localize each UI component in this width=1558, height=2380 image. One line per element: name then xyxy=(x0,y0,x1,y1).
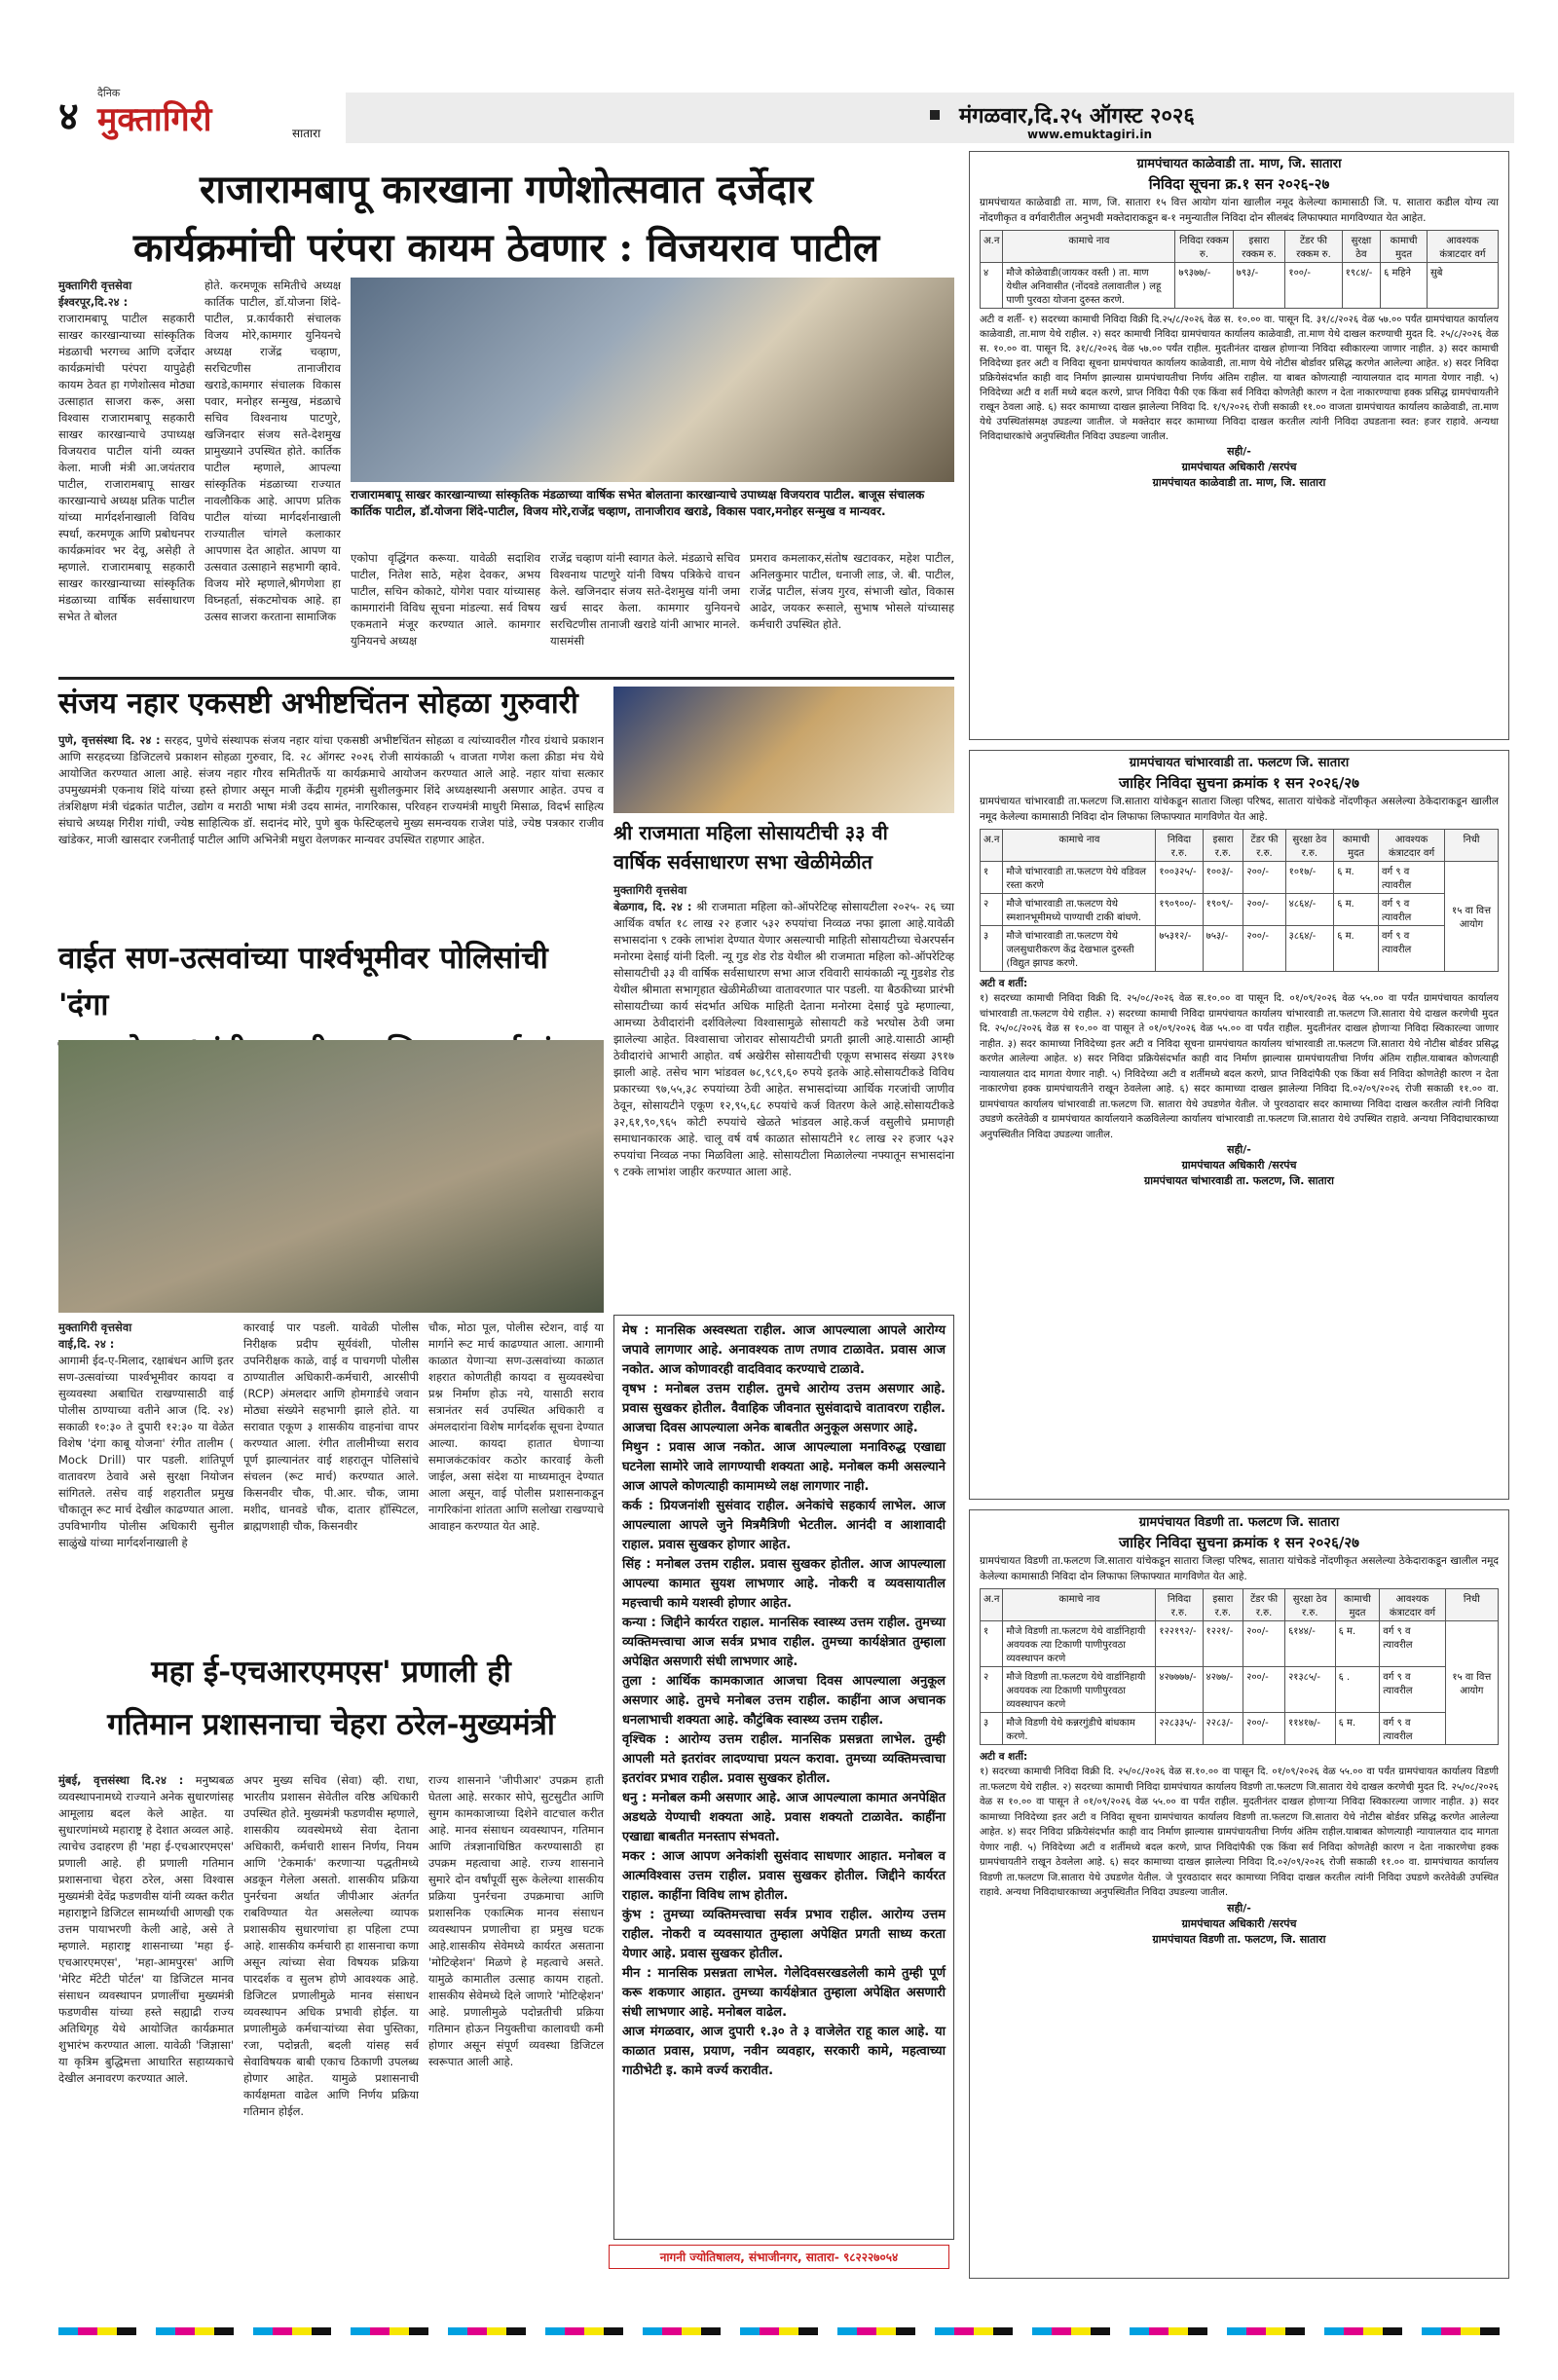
table-row xyxy=(981,1621,1499,1667)
tender1-col-5: सुरक्षा ठेव xyxy=(1342,231,1381,263)
header-bar xyxy=(346,93,1514,143)
tender2-office: ग्रामपंचायत चांभारवाडी ता. फलटण जि. सातारा xyxy=(1129,756,1350,770)
table-cell: ७५३१२/- xyxy=(1156,926,1203,972)
tender1-terms: अटी व शर्ती- १) सदरच्या कामाची निविदा विक्री दि.२५/८/२०२६ वेळ स. १०.०० वा. पासून दि. ३१/८/२०२६ वेळ ५७.०० पर्यंत ग्रामपंचायत कार्यालय काळेवाडी, ता.माण येथे राहील. २) सदर कामाची निविदा ग्रामपंचायत कार्यालय काळेवाडी, ता.माण येथे दाखल करण्याची मुदत दि. २५/८/२०२६ वेळ स. १०.०० वा. पासून दि. ३१/८/२०२६ वेळ ५७.०० पर्यंत राहील. मुदतीनंतर दाखल होणाऱ्या निविदा स्वीकारल्या जाणार नाहीत. ३) सदर कामाची निविदेच्या इतर अटी व निविदा सूचना ग्रामपंचायत कार्यालय काळेवाडी, ता.माण येथे नोटीस बोर्डावर प्रसिद्ध करणेत आलेल्या आहेत. ४) सदर निविदा प्रक्रियेसंदर्भात काही वाद निर्माण झाल्यास ग्रामपंचायतीचा निर्णय अंतिम राहील. या बाबत कोणत्याही न्यायालयात दाद मागता येणार नाही. ५) निविदेच्या अटी व शर्ती मध्ये बदल करणे, प्राप्त निविदा पैकी एक किंवा सर्व निविदा कोणतेही कारण न देता नाकारण्याचा हक्क प्रसिद्ध ग्रामपंचायतीने राखून ठेवला आहे. ६) सदर कामाच्या दाखल झालेल्या निविदा दि. १/९/२०२६ रोजी सकाळी ११.०० वाजता ग्रामपंचायत कार्यालय काळेवाडी, ता.माण येथे उपस्थितांसमक्ष उघडल्या जातील. जे मक्तेदार सदर कामाच्या निविदा दाखल करतील त्यांनी निविदा उघडताना स्वत: हजर राहावे. अन्यथा निविदाधारकांचे अनुपस्थितीत निविदा उघडल्या जातील. xyxy=(980,315,1499,442)
table-cell: ४२७७७७/- xyxy=(1156,1667,1203,1713)
lead-column-3 xyxy=(351,550,540,672)
tender3-signatory1: ग्रामपंचायत अधिकारी /सरपंच xyxy=(1181,1916,1297,1930)
table-cell: १००/- xyxy=(1285,263,1342,309)
tender2-terms: १) सदरच्या कामाची निविदा विक्री दि. २५/०८/२०२६ वेळ स.१०.०० वा पासून दि. ०१/०९/२०२६ वेळ ५५.०० वा पर्यंत ग्रामपंचायत कार्यालय चांभारवाडी ता.फलटण येथे राहील. २) सदरच्या कामाची निविदा ग्रामपंचायत कार्यालय चांभारवाडी ता.फलटण जि.सातारा येथे दाखल करणेची मुदत दि. २५/०८/२०२६ वेळ स १०.०० वा पासून ते ०१/०९/२०२६ वेळ ५५.०० वा पर्यंत राहील. मुदतीनंतर दाखल होणाऱ्या निविदा स्विकारल्या जाणार नाहीत. ३) सदर कामाच्या निविदेच्या इतर अटी व निविदा सूचना ग्रामपंचायत कार्यालय चांभारवाडी ता.फलटण जि.सातारा येथे नोटीस बोर्डवर प्रसिद्ध करणेत आलेल्या आहेत. ४) सदर निविदा प्रक्रियेसंदर्भात काही वाद निर्माण झाल्यास ग्रामपंचायतीचा निर्णय अंतिम राहील.याबाबत कोणत्याही न्यायालयात दाद मागता येणार नाही. ५) निविदेच्या अटी व शर्तीमध्ये बदल करणे, प्राप्त निविदांपैकी एक किंवा सर्व निविदा कोणतेही कारण न देता नाकारणेचा हक्क ग्रामपंचायतीने राखून ठेवलेला आहे. ६) सदर कामाच्या दाखल झालेल्या निविदा दि.०२/०९/२०२६ रोजी सकाळी ११.०० वा. ग्रामपंचायत कार्यालय चांभारवाडी ता.फलटण जि. सातारा येथे उघडणेत येतील. जे पुरवठादार सदर कामाच्या निविदा दाखल करतील त्यांनी निविदा उघडणे करतेवेळी व ग्रामपंचायत कार्यालयाने कळविलेल्या कार्यालय चांभारवाडी ता.फलटण जि.सातारा येथे उपस्थित राहावे. अन्यथा निविदाधारकाच्या अनुपस्थितीत निविदा उघडल्या जातील. xyxy=(980,993,1499,1140)
table-cell: ६१४४/- xyxy=(1285,1621,1336,1667)
table-cell: मौजे विडणी ता.फलटण येथे वार्डानिहायी अवयवक त्या टिकाणी पाणीपुरवठा व्यवस्थापन करणे xyxy=(1003,1621,1156,1667)
tender3-header-row xyxy=(981,1589,1499,1621)
rashi-makar: मकर : आज आपण अनेकांशी सुसंवाद साधणार आहात. मनोबल व आत्मविश्वास उत्तम राहील. प्रवास सुखकर होतील. जिद्दीने कार्यरत राहाल. काहींना विविध लाभ होतील. xyxy=(622,1849,946,1903)
table-cell: सुबे xyxy=(1427,263,1498,309)
lead-headline-line1: राजारामबापू कारखाना गणेशोत्सवात दर्जेदार xyxy=(200,167,813,212)
rashi-dhanu: धनु : मनोबल कमी असणार आहे. आज आपल्याला कामात अनपेक्षित अडथळे येण्याची शक्यता आहे. प्रवास शक्यतो टाळावेत. काहींना एखाद्या बाबतीत मनस्ताप संभवतो. xyxy=(622,1791,946,1844)
mahila-headline-line2: वार्षिक सर्वसाधारण सभा खेळीमेळीत xyxy=(613,850,872,874)
tender3-col-7: आवश्यक कंत्राटदार वर्ग xyxy=(1380,1589,1445,1621)
tender-notice-3 xyxy=(969,1509,1509,2279)
tender2-col-0: अ.न xyxy=(981,830,1003,862)
tender3-col-8: निधी xyxy=(1445,1589,1498,1621)
table-cell: वर्ग ९ व त्यावरील xyxy=(1380,1621,1445,1667)
table-cell: मौजे विडणी ता.फलटण येथे वार्डानिहायी अवयवक त्या टिकाणी पाणीपुरवठा व्यवस्थापन करणे xyxy=(1003,1667,1156,1713)
table-cell: ६ . xyxy=(1335,1667,1380,1713)
lead-column-2 xyxy=(204,278,341,672)
tender2-col-3: इसारा र.रु. xyxy=(1203,830,1243,862)
table-cell: वर्ग ९ व त्यावरील xyxy=(1379,894,1445,926)
table-cell: ७९३/- xyxy=(1233,263,1285,309)
horoscope-box xyxy=(613,1315,954,2240)
tender1-intro: ग्रामपंचायत काळेवाडी ता. माण, जि. सातारा १५ वित्त आयोग यांना खालील नमूद केलेल्या कामासाठी जि. प. सातारा कडील योग्य त्या नोंदणीकृत व वर्गवारीतील अनुभवी मक्तेदाराकडून ब-१ नमुन्यातील निविदा दोन सीलबंद लिफाफ्यात मागविण्यात येत आहेत. xyxy=(980,197,1499,224)
tender3-col-6: कामाची मुदत xyxy=(1335,1589,1380,1621)
tender3-col-2: निविदा र.रु. xyxy=(1156,1589,1203,1621)
tender1-sign: सही/- xyxy=(1227,445,1251,458)
table-cell: मौजे कोळेवाडी(जायकर वस्ती ) ता. माण येथील अनिवासीत (नोंदवडे तलावातील ) लहू पाणी पुरवठा योजना दुरुस्त करणे. xyxy=(1003,263,1175,309)
police-text-1: आगामी ईद-ए-मिलाद, रक्षाबंधन आणि इतर सण-उत्सवांच्या पार्श्वभूमीवर कायदा व सुव्यवस्था अबाधित राखण्यासाठी वाई पोलीस ठाण्याच्या वतीने आज (दि. २४) सकाळी १०:३० ते दुपारी १२:३० या वेळेत विशेष 'दंगा काबू योजना' रंगीत तालीम ( Mock Drill) पार पडली. शांतिपूर्ण वातावरण ठेवावे असे सुरक्षा नियोजन सांगितले. तसेच वाई शहरातील प्रमुख चौकातून रूट मार्च देखील काढण्यात आला. उपविभागीय पोलीस अधिकारी सुनील साळुंखे यांच्या मार्गदर्शनाखाली हे xyxy=(58,1354,234,1549)
table-cell: २००/- xyxy=(1243,862,1285,894)
rashi-meen: मीन : मानसिक प्रसन्नता लाभेल. गेलेदिवसरखडलेली कामे तुम्ही पूर्ण करू शकणार आहात. तुमच्या कार्यक्षेत्रात तुम्हाला अपेक्षित असणारी संधी लाभणार आहे. मनोबल वाढेल. xyxy=(622,1966,946,2020)
tender1-col-3: इसारा रक्कम रु. xyxy=(1233,231,1285,263)
lead-photo xyxy=(351,278,954,482)
table-cell: मौजे चांभारवाडी ता.फलटण येथे वडिवल रस्ता करणे xyxy=(1003,862,1156,894)
fund-cell: १५ वा वित्त आयोग xyxy=(1445,862,1499,972)
police-text-3: चौक, मोठा पूल, पोलीस स्टेशन, वाई या मार्गाने रूट मार्च काढण्यात आला. आगामी काळात येणाऱ्या सण-उत्सवांच्या काळात शहरात कोणतीही कायदा व सुव्यवस्थेचा प्रश्न निर्माण होऊ नये, यासाठी सराव सत्रानंतर सर्व उपस्थित अधिकारी व अंमलदारांना विशेष मार्गदर्शक सूचना देण्यात आल्या. कायदा हातात घेणाऱ्या समाजकंटकांवर कठोर कारवाई केली जाईल, असा संदेश या माध्यमातून देण्यात आला असून, वाई पोलीस प्रशासनाकडून नागरिकांना शांतता आणि सलोखा राखण्याचे आवाहन करण्यात येत आहे. xyxy=(428,1320,604,1533)
tender1-header-row xyxy=(981,231,1499,263)
tender-notice-2 xyxy=(969,750,1509,1500)
rashi-kark: कर्क : प्रियजनांशी सुसंवाद राहील. अनेकांचे सहकार्य लाभेल. आज आपल्याला आपले जुने मित्रमैत्रिणी भेटतील. आनंदी व आशावादी राहाल. प्रवास सुखकर होणार आहेत. xyxy=(622,1499,946,1552)
tender2-notice: जाहिर निविदा सुचना क्रमांक १ सन २०२६/२७ xyxy=(1119,774,1359,792)
lead-headline-line2: कार्यक्रमांची परंपरा कायम ठेवणार : विजयराव पाटील xyxy=(132,225,880,271)
table-row xyxy=(981,862,1499,894)
table-row xyxy=(981,263,1499,309)
table-cell: २२८३/- xyxy=(1203,1713,1243,1745)
tender2-col-4: टेंडर फी र.रु. xyxy=(1243,830,1285,862)
cm-column-3 xyxy=(428,1772,604,2269)
tender3-col-5: सुरक्षा ठेव र.रु. xyxy=(1285,1589,1336,1621)
table-cell: २००/- xyxy=(1243,1713,1285,1745)
police-column-3 xyxy=(428,1320,604,1636)
bullet-icon xyxy=(930,110,940,120)
tender2-col-6: कामाची मुदत xyxy=(1334,830,1379,862)
table-cell: १२२१९२/- xyxy=(1156,1621,1203,1667)
table-cell: वर्ग ९ व त्यावरील xyxy=(1379,862,1445,894)
table-cell: वर्ग ९ व त्यावरील xyxy=(1379,926,1445,972)
table-cell: ६ म. xyxy=(1334,862,1379,894)
cm-text-3: राज्य शासनाने 'जीपीआर' उपक्रम हाती घेतला आहे. सरकार सोपे, सुटसुटीत आणि सुगम कामकाजाच्या दिशेने वाटचाल करीत आहे. मानव संसाधन व्यवस्थापन, गतिमान आणि तंत्रज्ञानाधिष्ठित करण्यासाठी हा उपक्रम महत्वाचा आहे. राज्य शासनाने सुमारे दोन वर्षांपूर्वी सुरू केलेल्या शासकीय प्रक्रिया पुनर्रचना उपक्रमाचा आणि प्रशासनिक एकात्मिक मानव संसाधन व्यवस्थापन प्रणालीचा हा प्रमुख घटक आहे.शासकीय सेवेमध्ये कार्यरत असताना 'मोटिव्हेशन' मिळणे हे महत्वाचे असते. यामुळे कामातील उत्साह कायम राहतो. शासकीय सेवेमध्ये दिले जाणारे 'मोटिव्हेशन' आहे. प्रणालीमुळे पदोन्नतीची प्रक्रिया गतिमान होऊन नियुक्तीचा कालावधी कमी होणार असून संपूर्ण व्यवस्था डिजिटल स्वरूपात आली आहे. xyxy=(428,1773,604,2068)
table-cell: ३ xyxy=(981,1713,1003,1745)
tender2-col-1: कामाचे नाव xyxy=(1003,830,1156,862)
cm-text-2: अपर मुख्य सचिव (सेवा) व्ही. राधा, भारतीय प्रशासन सेवेतील वरिष्ठ अधिकारी उपस्थित होते. मुख्यमंत्री फडणवीस म्हणाले, शासकीय व्यवस्थेमध्ये सेवा देताना अधिकारी, कर्मचारी शासन निर्णय, नियम आणि 'टेकमार्क' करणाऱ्या पद्धतीमध्ये अडकून गेलेला असतो. शासकीय प्रक्रिया पुनर्रचना अर्थात जीपीआर अंतर्गत राबविण्यात येत असलेल्या व्यापक प्रशासकीय सुधारणांचा हा पहिला टप्पा आहे. शासकीय कर्मचारी हा शासनाचा कणा असून त्यांच्या सेवा विषयक प्रक्रिया पारदर्शक व सुलभ होणे आवश्यक आहे. डिजिटल प्रणालीमुळे मानव संसाधन व्यवस्थापन अधिक प्रभावी होईल. या प्रणालीमुळे कर्मचाऱ्यांच्या सेवा पुस्तिका, रजा, पदोन्नती, बदली यांसह सर्व सेवाविषयक बाबी एकाच ठिकाणी उपलब्ध होणार आहेत. यामुळे प्रशासनाची कार्यक्षमता वाढेल आणि निर्णय प्रक्रिया गतिमान होईल. xyxy=(243,1773,419,2118)
cm-headline-line2: गतिमान प्रशासनाचा चेहरा ठरेल-मुख्यमंत्री xyxy=(107,1707,555,1742)
tender1-signatory2: ग्रामपंचायत काळेवाडी ता. माण, जि. सातारा xyxy=(1152,476,1326,489)
table-cell: १२२१/- xyxy=(1203,1621,1243,1667)
table-cell: ११४१७/- xyxy=(1285,1713,1336,1745)
table-cell: १ xyxy=(981,1621,1003,1667)
tender1-col-4: टेंडर फी रक्कम रु. xyxy=(1285,231,1342,263)
table-cell: २ xyxy=(981,1667,1003,1713)
table-cell: १९८४/- xyxy=(1342,263,1381,309)
table-cell: १९०९/- xyxy=(1203,894,1243,926)
lead-text-3: एकोपा वृद्धिंगत करूया. यावेळी सदाशिव पाटील, नितेश साठे, महेश देवकर, अभय पाटील, सचिन कोकाटे, योगेश पवार यांच्यासह कामगारांनी विविध सूचना मांडल्या. सर्व विषय एकमताने मंजूर करण्यात आले. कामगार युनियनचे अध्यक्ष xyxy=(351,551,540,648)
tender2-col-7: आवश्यक कंत्राटदार वर्ग xyxy=(1379,830,1445,862)
mahila-byline: मुक्तागिरी वृत्तसेवा xyxy=(613,883,687,897)
tender3-col-0: अ.न xyxy=(981,1589,1003,1621)
nahar-headline: संजय नहार एकसष्टी अभीष्टचिंतन सोहळा गुरुवारी xyxy=(58,687,578,721)
table-row xyxy=(981,926,1499,972)
lead-text-2: होते. करमणूक समितीचे अध्यक्ष कार्तिक पाटील, डॉ.योजना शिंदे-पाटील, प्र.कार्यकारी संचालक विजय मोरे,कामगार युनियनचे अध्यक्ष राजेंद्र चव्हाण, सरचिटणीस तानाजीराव खराडे,कामगार संचालक विकास पवार, मनोहर सन्मुख, मंडळाचे सचिव विश्वनाथ पाटणुरे, खजिनदार संजय सते-देशमुख प्रामुख्याने उपस्थित होते. कार्तिक पाटील म्हणाले, आपल्या सांस्कृतिक मंडळाच्या राज्यात नावलौकिक आहे. आपण प्रतिक पाटील यांच्या मार्गदर्शनाखाली राज्यातील चांगले कलाकार आपणास देत आहोत. आपण या उत्सवात उत्साहाने सहभागी व्हावे. विजय मोरे म्हणाले,श्रीगणेशा हा विघ्नहर्ता, संकटमोचक आहे. हा उत्सव साजरा करताना सामाजिक xyxy=(204,279,341,623)
rashi-mesh: मेष : मानसिक अस्वस्थता राहील. आज आपल्याला आपले आरोग्य जपावे लागणार आहे. अनावश्यक ताण तणाव टाळावेत. प्रवास आज नकोत. आज कोणावरही वादविवाद करण्याचे टाळावे. xyxy=(622,1323,946,1377)
tender3-col-3: इसारा र.रु. xyxy=(1203,1589,1243,1621)
table-row xyxy=(981,894,1499,926)
tender3-table xyxy=(980,1588,1499,1745)
logo-place: सातारा xyxy=(292,127,321,140)
police-dateline: वाई,दि. २४ : xyxy=(58,1337,115,1351)
tender3-col-4: टेंडर फी र.रु. xyxy=(1243,1589,1285,1621)
cm-dateline: मुंबई, वृत्तसंस्था दि.२४ : xyxy=(58,1773,184,1787)
tender1-office: ग्रामपंचायत काळेवाडी ता. माण, जि. सातारा xyxy=(1136,157,1342,171)
mahila-headline xyxy=(613,818,954,880)
nahar-story xyxy=(58,732,604,927)
tender3-sign: सही/- xyxy=(1227,1901,1251,1915)
mahila-headline-line1: श्री राजमाता महिला सोसायटीची ३३ वी xyxy=(613,821,888,844)
table-cell: ३८६४/- xyxy=(1285,926,1334,972)
astrologer-credit: नागनी ज्योतिषालय, संभाजीनगर, सातारा- ९८२२२७०५४ xyxy=(609,2245,949,2269)
mahila-photo xyxy=(613,687,954,813)
table-cell: वर्ग ९ व त्यावरील xyxy=(1380,1713,1445,1745)
table-cell: १९०९००/- xyxy=(1156,894,1203,926)
table-cell: १ xyxy=(981,862,1003,894)
tender2-col-2: निविदा र.रु. xyxy=(1156,830,1203,862)
lead-photo-caption: राजारामबापू साखर कारखान्याच्या सांस्कृतिक मंडळाच्या वार्षिक सभेत बोलताना कारखान्याचे उपाध्यक्ष विजयराव पाटील. बाजूस संचालक कार्तिक पाटील, डॉ.योजना शिंदे-पाटील, विजय मोरे,राजेंद्र चव्हाण, तानाजीराव खराडे, विकास पवार,मनोहर सन्मुख व मान्यवर. xyxy=(351,488,925,518)
table-cell: ६ म. xyxy=(1335,1713,1380,1745)
cm-headline-line1: महा ई-एचआरएमएस' प्रणाली ही xyxy=(151,1655,511,1690)
tender1-table xyxy=(980,230,1499,309)
section-divider xyxy=(58,677,954,680)
rashi-vruschik: वृश्चिक : आरोग्य उत्तम राहील. मानसिक प्रसन्नता लाभेल. तुम्ही आपली मते इतरांवर लादण्याचा प्रयत्न करावा. तुमच्या व्यक्तिमत्त्वाचा इतरांवर प्रभाव राहील. प्रवास सुखकर होतील. xyxy=(622,1732,946,1786)
lead-column-1 xyxy=(58,278,195,672)
table-cell: वर्ग ९ व त्यावरील xyxy=(1380,1667,1445,1713)
tender1-col-0: अ.न xyxy=(981,231,1003,263)
table-cell: ४८६४/- xyxy=(1285,894,1334,926)
police-headline xyxy=(58,935,604,1032)
police-column-2 xyxy=(243,1320,419,1636)
table-cell: ४२७७/- xyxy=(1203,1667,1243,1713)
nahar-dateline: पुणे, वृत्तसंस्था दि. २४ : xyxy=(58,733,161,747)
table-cell: २००/- xyxy=(1243,926,1285,972)
tender2-sign: सही/- xyxy=(1227,1143,1251,1156)
table-cell: २२८३३५/- xyxy=(1156,1713,1203,1745)
cm-column-2 xyxy=(243,1772,419,2269)
rashi-footer: आज मंगळवार, आज दुपारी १.३० ते ३ वाजेलेत राहू काल आहे. या काळात प्रवास, प्रयाण, नवीन व्यवहार, सरकारी कामे, महत्वाच्या गाठीभेटी इ. कामे वर्ज्य करावीत. xyxy=(622,2025,946,2078)
newspaper-logo xyxy=(97,86,321,154)
table-row xyxy=(981,1667,1499,1713)
rashi-sinha: सिंह : मनोबल उत्तम राहील. प्रवास सुखकर होतील. आज आपल्याला आपल्या कामात सुयश लाभणार आहे. नोकरी व व्यवसायातील महत्त्वाची कामे यशस्वी होणार आहेत. xyxy=(622,1557,946,1611)
lead-text-4: राजेंद्र चव्हाण यांनी स्वागत केले. मंडळाचे सचिव विश्वनाथ पाटणुरे यांनी विषय पत्रिकेचे वाचन केले. खजिनदार संजय सते-देशमुख यांनी जमा खर्च सादर केला. कामगार युनियनचे सरचिटणीस तानाजी खराडे यांनी आभार मानले. यासमंसी xyxy=(550,551,740,648)
tender2-header-row xyxy=(981,830,1499,862)
table-cell: मौजे विडणी येथे कन्नरगुंडीचे बांधकाम करणे. xyxy=(1003,1713,1156,1745)
table-cell: १००३/- xyxy=(1203,862,1243,894)
rashi-kumbh: कुंभ : तुमच्या व्यक्तिमत्त्वाचा सर्वत्र प्रभाव राहील. आरोग्य उत्तम राहील. नोकरी व व्यवसायात तुम्हाला अपेक्षित प्रगती साध्य करता येणार आहे. प्रवास सुखकर होतील. xyxy=(622,1908,946,1961)
cm-text-1: मनुष्यबळ व्यवस्थापनामध्ये राज्याने अनेक सुधारणांसह आमूलाग्र बदल केले आहेत. या सुधारणांमध्ये महाराष्ट्र हे देशात अव्वल आहे. त्याचेच उदाहरण ही 'महा ई-एचआरएमएस' प्रणाली आहे. ही प्रणाली गतिमान प्रशासनाचा चेहरा ठरेल, असा विश्वास मुख्यमंत्री देवेंद्र फडणवीस यांनी व्यक्त करीत महाराष्ट्राने डिजिटल सामर्थ्याची आणखी एक उत्तम पायाभरणी केली आहे, असे ते म्हणाले. महाराष्ट्र शासनाच्या 'महा ई-एचआरएमएस', 'महा-आमपुरस' आणि 'मेरिट मॅटेटी पोर्टल' या डिजिटल मानव संसाधन व्यवस्थापन प्रणालींचा मुख्यमंत्री फडणवीस यांच्या हस्ते सह्याद्री राज्य अतिथिगृह येथे आयोजित कार्यक्रमात शुभारंभ करण्यात आला. यावेळी 'जिज्ञासा' या कृत्रिम बुद्धिमत्ता आधारित सहाय्यकाचे देखील अनावरण करण्यात आले. xyxy=(58,1773,235,2085)
police-column-1 xyxy=(58,1320,234,1636)
tender3-notice: जाहिर निविदा सुचना क्रमांक १ सन २०२६/२७ xyxy=(1119,1534,1359,1551)
rashi-kanya: कन्या : जिद्दीने कार्यरत राहाल. मानसिक स्वास्थ्य उत्तम राहील. तुमच्या व्यक्तिमत्त्वाचा आज सर्वत्र प्रभाव राहील. तुमच्या कार्यक्षेत्रात तुम्हाला अपेक्षित असणारी संधी लाभणार आहे. xyxy=(622,1616,946,1669)
tender1-col-1: कामाचे नाव xyxy=(1003,231,1175,263)
logo-small-text: दैनिक xyxy=(97,87,121,99)
tender3-terms-title: अटी व शर्ती: xyxy=(980,1751,1028,1763)
tender3-office: ग्रामपंचायत विडणी ता. फलटण जि. सातारा xyxy=(1138,1515,1340,1530)
table-cell: २००/- xyxy=(1243,1621,1285,1667)
page-number: ४ xyxy=(58,94,79,139)
table-cell: ६ म. xyxy=(1334,926,1379,972)
table-cell: ६ म. xyxy=(1335,1621,1380,1667)
mahila-dateline: बेळगाव, दि. २४ : xyxy=(613,900,692,913)
tender1-col-2: निविदा रक्कम रु. xyxy=(1175,231,1233,263)
nahar-text: सरहद, पुणेचे संस्थापक संजय नहार यांचा एकसष्ठी अभीष्टचिंतन सोहळा व त्यांच्यावरील गौरव ग्रंथाचे प्रकाशन आणि सरहदच्या डिजिटलचे प्रकाशन सोहळा गुरुवार, दि. २८ ऑगस्ट २०२६ रोजी सायंकाळी ५ वाजता गणेश कला क्रीडा मंच येथे आयोजित करण्यात आला आहे. संजय नहार गौरव समितीतर्फे या कार्यक्रमाचे आयोजन करण्यात आले आहे. नहार यांचा सत्कार उपमुख्यमंत्री एकनाथ शिंदे यांच्या हस्ते होणार असून माजी केंद्रीय गृहमंत्री सुशीलकुमार शिंदे अध्यक्षस्थानी असणार आहेत. उपच व तंत्रशिक्षण मंत्री चंद्रकांत पाटील, उद्योग व मराठी भाषा मंत्री उदय सामंत, नागरिकास, परिवहन राज्यमंत्री माधुरी मिसाळ, विदर्भ साहित्य संघाचे अध्यक्ष गिरीश गांधी, ज्येष्ठ साहित्यिक डॉ. सदानंद मोरे, पुणे बुक फेस्टिव्हलचे मुख्य समन्वयक राजेश पांडे, ज्येष्ठ पत्रकार राजीव खांडेकर, माजी खासदार रजनीताई पाटील आणि अभिनेत्री मधुरा वेलणकर मान्यवर उपस्थित राहणार आहेत. xyxy=(58,733,604,846)
table-cell: ६ महिने xyxy=(1381,263,1428,309)
mahila-text: श्री राजमाता महिला को-ऑपरेटिव्ह सोसायटीला २०२५- २६ च्या आर्थिक वर्षात १८ लाख २२ हजार ५३२ रुपयांचा निव्वळ नफा झाला आहे.यावेळी सभासदांना ९ टक्के लाभांश देण्यात येणार असल्याची माहिती सोसायटीच्या चेअरपर्सन मनोरमा देसाई यांनी दिली. न्यू गुड शेड रोड येथील श्री राजमाता महिला को-ऑपरेटिव्ह सोसायटीची ३३ वी वार्षिक सर्वसाधारण सभा आज रविवारी सायंकाळी न्यू गुडशेड रोड येथील श्रीमाता सभागृहात खेळीमेळीच्या वातावरणात पार पडली. या बैठकीच्या प्रारंभी सोसायटीच्या कार्य संदर्भात अधिक माहिती देताना मनोरमा देसाई पुढे म्हणाल्या, आमच्या ठेवीदारांनी दर्शविलेल्या विश्वासामुळे सोसायटी कडे भरघोस ठेवी जमा झालेल्या आहेत. विश्वासाचा जोरावर सोसायटीची प्रगती झाली आहे.यासाठी आम्ही ठेवीदारांचे आभारी आहोत. वर्ष अखेरीस सोसायटीची एकूण सभासद संख्या ३९१७ झाली आहे. तसेच भाग भांडवल ७८,९८९,६० रुपये इतके आहे.सोसायटीकडे विविध प्रकारच्या ९७,५५,३८ रुपयांच्या ठेवी आहेत. सभासदांच्या आर्थिक गरजांची जाणीव ठेवून, सोसायटीने एकूण १२,९५,६८ रुपयांचे कर्ज वितरण केले आहे.सोसायटीकडे ३२,६१,९०,९६५ कोटी रुपयांचे खेळते भांडवल आहे.कर्ज वसुलीचे प्रमाणही समाधानकारक आहे. चालू वर्ष वर्ष काळात सोसायटीने १८ लाख २२ हजार ५३२ रुपयांचा निव्वळ नफा मिळविला आहे. सोसायटीला मिळालेल्या नफ्यातून सभासदांना ९ टक्के लाभांश जाहीर करण्यात आला आहे. xyxy=(613,900,955,1178)
lead-column-5 xyxy=(750,550,954,672)
tender3-terms: १) सदरच्या कामाची निविदा विक्री दि. २५/०८/२०२६ वेळ स.१०.०० वा पासून दि. ०१/०९/२०२६ वेळ ५५.०० वा पर्यंत ग्रामपंचायत कार्यालय विडणी ता.फलटण येथे राहील. २) सदरच्या कामाची निविदा ग्रामपंचायत कार्यालय विडणी ता.फलटण जि.सातारा येथे दाखल करणेची मुदत दि. २५/०८/२०२६ वेळ स १०.०० वा पासून ते ०१/०९/२०२६ वेळ ५५.०० वा पर्यंत राहील. मुदतीनंतर दाखल होणाऱ्या निविदा स्विकारल्या जाणार नाहीत. ३) सदर कामाच्या निविदेच्या इतर अटी व निविदा सूचना ग्रामपंचायत कार्यालय विडणी ता.फलटण जि.सातारा येथे नोटीस बोर्डवर प्रसिद्ध करणेत आलेल्या आहेत. ४) सदर निविदा प्रक्रियेसंदर्भात काही वाद निर्माण झाल्यास ग्रामपंचायतीचा निर्णय अंतिम राहील.याबाबत कोणत्याही न्यायालयात दाद मागता येणार नाही. ५) निविदेच्या अटी व शर्तीमध्ये बदल करणे, प्राप्त निविदांपैकी एक किंवा सर्व निविदा कोणतेही कारण न देता नाकारणेचा हक्क ग्रामपंचायतीने राखून ठेवलेला आहे. ६) सदर कामाच्या दाखल झालेल्या निविदा दि.०२/०९/२०२६ रोजी सकाळी ११.०० वा. ग्रामपंचायत कार्यालय विडणी ता.फलटण जि.सातारा येथे उघडणेत येतील. जे पुरवठादार सदर कामाच्या निविदा दाखल करतील त्यांनी निविदा उघडणे करतेवेळी उपस्थित राहावे. अन्यथा निविदाधारकाच्या अनुपस्थितीत निविदा उघडल्या जातील. xyxy=(980,1766,1499,1898)
table-cell: ६ म. xyxy=(1334,894,1379,926)
cm-column-1 xyxy=(58,1772,234,2269)
tender2-intro: ग्रामपंचायत चांभारवाडी ता.फलटण जि.सातारा यांचेकडून सातारा जिल्हा परिषद, सातारा यांचेकडे नोंदणीकृत असलेल्या ठेकेदाराकडून खालील नमूद केलेल्या कामासाठी निविदा दोन लिफाफा लिफाफ्यात मागविणेत येत आहे. xyxy=(980,796,1499,823)
table-cell: २ xyxy=(981,894,1003,926)
table-cell: २१३८५/- xyxy=(1285,1667,1336,1713)
table-cell: १००३२५/- xyxy=(1156,862,1203,894)
table-cell: २००/- xyxy=(1243,894,1285,926)
tender3-intro: ग्रामपंचायत विडणी ता.फलटण जि.सातारा यांचेकडून सातारा जिल्हा परिषद, सातारा यांचेकडे नोंदणीकृत असलेल्या ठेकेदाराकडून खालील नमूद केलेल्या कामासाठी निविदा दोन लिफाफा लिफाफ्यात मागविणेत येत आहे. xyxy=(980,1555,1499,1582)
tender1-signatory1: ग्रामपंचायत अधिकारी /सरपंच xyxy=(1181,461,1297,473)
lead-text-5: प्रमराव कमलाकर,संतोष खटावकर, महेश पाटील, अनिलकुमार पाटील, धनाजी लाड, जे. बी. पाटील, राजेंद्र पाटील, संजय गुरव, संभाजी खोत, विकास आढेर, जयकर रूसाले, सुभाष भोसले यांच्यासह कर्मचारी उपस्थित होते. xyxy=(750,551,954,631)
tender2-signatory1: ग्रामपंचायत अधिकारी /सरपंच xyxy=(1181,1159,1297,1171)
tender3-col-1: कामाचे नाव xyxy=(1003,1589,1156,1621)
table-cell: ४ xyxy=(981,263,1003,309)
rashi-tula: तुला : आर्थिक कामकाजात आजचा दिवस आपल्याला अनुकूल असणार आहे. तुमचे मनोबल उत्तम राहील. काहींना आज अचानक धनलाभाची शक्यता आहे. कौटुंबिक स्वास्थ्य उत्तम राहील. xyxy=(622,1674,946,1728)
tender1-notice: निविदा सूचना क्र.१ सन २०२६-२७ xyxy=(1148,175,1330,193)
police-headline-line1: वाईत सण-उत्सवांच्या पार्श्वभूमीवर पोलिसांची 'दंगा xyxy=(58,941,548,1023)
lead-dateline: ईश्वरपूर,दि.२४ : xyxy=(58,295,129,309)
rashi-mithun: मिथुन : प्रवास आज नकोत. आज आपल्याला मनाविरुद्ध एखाद्या घटनेला सामोरे जावे लागण्याची शक्यता आहे. मनोबल कमी असल्याने आज आपले कोणत्याही कामामध्ये लक्ष लागणार नाही. xyxy=(622,1440,946,1494)
tender3-signatory2: ग्रामपंचायत विडणी ता. फलटण, जि. सातारा xyxy=(1152,1932,1326,1946)
table-cell: मौजे चांभारवाडी ता.फलटण येथे जलसुधारीकरण केंद्र देखभाल दुरुस्ती (विद्युत झापड करणे. xyxy=(1003,926,1156,972)
tender2-col-5: सुरक्षा ठेव र.रु. xyxy=(1285,830,1334,862)
table-cell: १०१७/- xyxy=(1285,862,1334,894)
cm-headline xyxy=(58,1646,604,1763)
logo-name: मुक्तागिरी xyxy=(97,100,212,139)
tender2-col-8: निधी xyxy=(1445,830,1499,862)
lead-byline: मुक्तागिरी वृत्तसेवा xyxy=(58,279,132,292)
rashi-vrushabh: वृषभ : मनोबल उत्तम राहील. तुमचे आरोग्य उत्तम असणार आहे. प्रवास सुखकर होतील. वैवाहिक जीवनात सुसंवादाचे वातावरण राहील. आजचा दिवस आपल्याला अनेक बाबतीत अनुकूल असणार आहे. xyxy=(622,1382,946,1435)
tender2-terms-title: अटी व शर्ती: xyxy=(980,978,1028,989)
website-link[interactable]: www.emuktagiri.in xyxy=(1027,128,1152,141)
issue-date: मंगळवार,दि.२५ ऑगस्ट २०२६ xyxy=(959,104,1195,129)
table-cell: ७९३७७/- xyxy=(1175,263,1233,309)
police-text-2: कारवाई पार पडली. यावेळी पोलीस निरीक्षक प्रदीप सूर्यवंशी, पोलीस उपनिरीक्षक काळे, वाई व पाचगणी पोलीस ठाण्यातील अधिकारी-कर्मचारी, आरसीपी (RCP) अंमलदार आणि होमगार्डचे जवान मोठ्या संख्येने सहभागी झाले होते. या सरावात एकूण ३ शासकीय वाहनांचा वापर करण्यात आला. रंगीत तालीमीच्या सराव पूर्ण झाल्यानंतर वाई शहरातून पोलिसांचे संचलन (रूट मार्च) करण्यात आले. किसनवीर चौक, पी.आर. चौक, जामा मशीद, धानवडे चौक, दातार हॉस्पिटल, ब्राह्मणशाही चौक, किसनवीर xyxy=(243,1320,419,1533)
police-byline: मुक्तागिरी वृत्तसेवा xyxy=(58,1320,132,1334)
tender1-col-7: आवश्यक कंत्राटदार वर्ग xyxy=(1427,231,1498,263)
police-photo xyxy=(58,1040,604,1313)
tender2-signatory2: ग्रामपंचायत चांभारवाडी ता. फलटण, जि. सातारा xyxy=(1144,1174,1334,1187)
color-registration-bar xyxy=(58,2327,1509,2335)
fund-cell: १५ वा वित्त आयोग xyxy=(1445,1621,1498,1745)
table-cell: मौजे चांभारवाडी ता.फलटण येथे स्मशानभूमीमध्ये पाण्याची टाकी बांधणे. xyxy=(1003,894,1156,926)
table-row xyxy=(981,1713,1499,1745)
tender1-col-6: कामाची मुदत xyxy=(1381,231,1428,263)
table-cell: ३ xyxy=(981,926,1003,972)
tender-notice-1 xyxy=(969,151,1509,740)
tender2-table xyxy=(980,829,1499,972)
lead-text-1: राजारामबापू पाटील सहकारी साखर कारखान्याच्या सांस्कृतिक मंडळाची भरगच्च आणि दर्जेदार कार्यक्रमांची परंपरा यापुढेही कायम ठेवत हा गणेशोत्सव मोठ्या उत्साहात साजरा करू, असा विश्वास राजारामबापू सहकारी साखर कारखान्याचे उपाध्यक्ष विजयराव पाटील यांनी व्यक्त केला. माजी मंत्री आ.जयंतराव पाटील, राजारामबापू साखर कारखान्याचे अध्यक्ष प्रतिक पाटील यांच्या मार्गदर्शनाखाली विविध स्पर्धा, करमणूक आणि प्रबोधनपर कार्यक्रमांवर भर देवू, असेही ते म्हणाले. राजारामबापू सहकारी साखर कारखान्याच्या सांस्कृतिक मंडळाच्या वार्षिक सर्वसाधारण सभेत ते बोलत xyxy=(58,312,195,623)
mahila-story xyxy=(613,882,954,1311)
table-cell: २००/- xyxy=(1243,1667,1285,1713)
lead-column-4 xyxy=(550,550,740,672)
table-cell: ७५३/- xyxy=(1203,926,1243,972)
